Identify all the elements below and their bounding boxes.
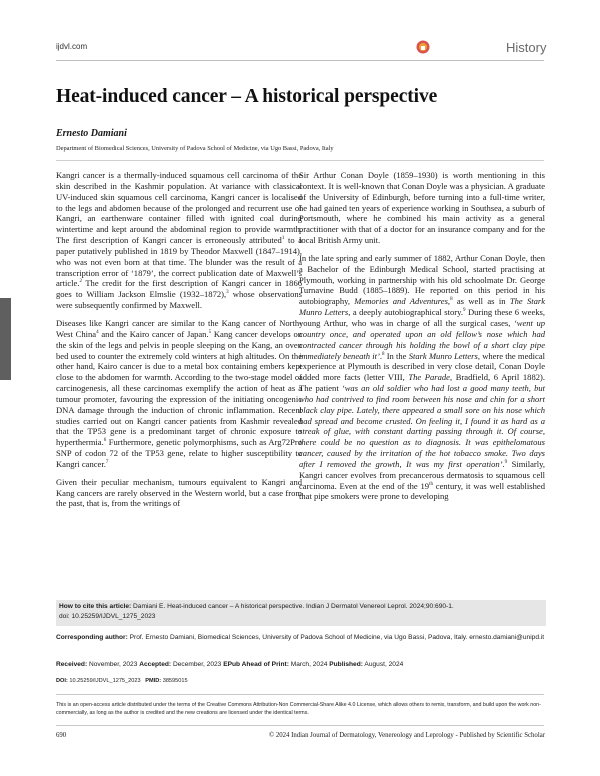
body-paragraph [56,170,302,311]
text-run: , where the medical experience at Plymouth is described in very close detail, Conan Doyle added more facts (letter VIII, [299,350,545,383]
corresponding-text: Prof. Ernesto Damiani, Biomedical Sciences, University of Padova School of Medicine, via Ugo Bassi, Padova, Italy. ernesto.damiani@unipd.it [129,634,545,641]
license-text: This is an open-access article distributed under the terms of the Creative Commons Attribution-Non Commercial-Share Alike 4.0 License, which allows others to remix, transform, and build upon the work non-commercially, as long as the author is credited and the new creations are licensed under the identical terms. [56,702,541,716]
corresponding-author [56,633,546,644]
epub-date: March, 2024 [290,661,328,668]
italic-text: ‘was an old soldier who had lost a good many teeth, but who had contrived to find room between his nose and chin for a short black clay pipe. Lately, there appeared a small sore on his nose which had spread and become crusted. On feeling it, I found it as hard as a streak of glue, with constant darting passing through it. Of course, there could be no question as to diagnosis. It was epithelomatous cancer, caused by the irritation of the hot tobacco smoke. Two days after I removed the growth, It was my first operation’ [299,383,545,469]
text-run: Given their peculiar mechanism, tumours equivalent to Kangri and Kang cancers are rarely observed in the Western world, but a case from the past, that is, from the writings of [56,476,302,509]
open-access-icon [416,40,430,54]
author-affiliation: Department of Biomedical Sciences, University of Padova School of Medicine, via Ugo Bassi, Padova, Italy [56,145,334,152]
italic-text: Stark Munro Letters [408,350,478,361]
reference-marker[interactable]: 4 [96,329,99,335]
published-label: Published: [329,661,363,668]
text-run: Kang cancer develops on the skin of the legs and pelvis in people sleeping on the Kang, an oven bed used to counter the extremely cold winters at high altitudes. On the other hand, Kairo cancer is due to a metal box containing embers kept close to the abdomen for warmth. According to the two-stage model of carcinogenesis, all these carcinomas exemplify the action of heat as a tumour promoter, favouring the expression of the initiating oncogenic DNA damage through the induction of chronic inflammation. Recent studies carried out on Kangri cancer patients from Kashmir revealed that the TP53 gene is a predominant target of chronic exposure to hyperthermia. [56,328,302,448]
citation-box [56,600,546,626]
citation-doi[interactable]: 10.25259/IJDVL_1275_2023 [71,612,156,620]
site-name[interactable]: ijdvl.com [56,42,88,51]
body-paragraph [56,477,302,510]
received-label: Received: [56,661,88,668]
reference-marker[interactable]: 8 [450,297,453,303]
reference-marker[interactable]: 9 [504,460,508,466]
reference-marker[interactable]: th [429,481,433,487]
text-run: Similarly, Kangri cancer evolves from precancerous dermatosis to squamous cell carcinoma. Even at the end of the 19 [299,458,546,491]
italic-text: ‘went up country once, and operated upon an old fellow’s nose which had contracted cancer through his holding the bowl of a short clay pipe immediately beneath it’ [299,317,545,361]
epub-label: EPub Ahead of Print: [223,661,289,668]
license-divider-bottom [56,725,544,726]
italic-text: Memories and Adventures [354,296,448,307]
text-run: whose observations were subsequently confirmed by Maxwell. [56,289,302,311]
copyright-notice: © 2024 Indian Journal of Dermatology, Venereology and Leprology - Published by Scientific Scholar [268,732,545,739]
body-paragraph [56,318,302,470]
reference-marker[interactable]: 9 [462,308,466,314]
text-run: century, it was well established that pipe smokers were prone to developing [299,480,545,502]
article-title: Heat-induced cancer – A historical perspective [56,86,438,107]
reference-marker[interactable]: 8 [381,351,385,357]
text-run: , Bradfield, 6 April 1882). The patient [299,372,545,394]
text-run: . [502,458,505,469]
article-identifiers [56,678,188,684]
text-run: In the [384,350,409,361]
author-name: Ernesto Damiani [56,128,127,139]
reference-marker[interactable]: 3 [226,290,229,296]
text-run: , [447,296,451,307]
body-paragraph [299,253,545,502]
pmid-label: PMID: [145,678,162,684]
page-number: 690 [56,732,67,739]
published-date: August, 2024 [364,661,404,668]
doi-value[interactable]: 10.25259/IJDVL_1275_2023 [69,678,141,684]
body-paragraph [299,170,545,246]
title-divider [56,160,544,161]
text-run: During these 6 weeks, young Arthur, who was in charge of all the surgical cases, [299,307,545,328]
article-dates [56,661,546,668]
received-date: November, 2023 [89,661,138,668]
text-run: Diseases like Kangri cancer are similar to the Kang cancer of North-West China [56,317,302,339]
text-run: and the Kairo cancer of Japan. [98,328,209,339]
text-run: to a paper putatively published in 1819 by Theodor Maxwell (1847–1914), who was not even born at that time. The blunder was the result of a transcription error of ‘1879’, the correct publication date of Maxwell’s article. [56,235,302,289]
accepted-date: December, 2023 [172,661,222,668]
text-run: Furthermore, genetic polymorphisms, such as Arg72Pro SNP of codon 72 of the TP53 gene, relate to higher susceptibility to Kangri cancer. [56,437,302,469]
citation-text: Damiani E. Heat-induced cancer – A historical perspective. Indian J Dermatol Venereol Leprol. 2024;90:690-1. [133,603,454,610]
reference-marker[interactable]: 2 [79,279,82,285]
reference-marker[interactable]: 5 [208,329,212,335]
section-label: History [506,40,547,55]
text-run: as well as in [452,296,510,307]
reference-marker[interactable]: 6 [103,438,107,444]
text-run: Sir Arthur Conan Doyle (1859–1930) is worth mentioning in this context. It is well-known that Conan Doyle was a physician. A graduate of the University of Edinburgh, before turning into a full-time writer, he had gained ten years of experience working in Southsea, a suburb of Portsmouth, where he combined his main activity as a general practitioner with that of a doctor for an insurance company and for the local British Army unit. [299,170,545,246]
doi-label: DOI: [56,678,68,684]
text-run: , a deeply autobiographical story. [348,307,463,318]
text-run: . [379,350,382,361]
italic-text: The Parade [408,372,450,383]
pmid-value[interactable]: 38595015 [162,678,188,684]
header-divider [56,60,544,61]
citation-label: How to cite this article: [59,603,132,610]
body-column-left [56,170,302,516]
reference-marker[interactable]: 1 [281,236,285,242]
side-tab [0,298,11,380]
corresponding-label: Corresponding author: [56,634,128,641]
accepted-label: Accepted: [139,661,172,668]
body-column-right [299,170,545,509]
text-run: The credit for the first description of Kangri cancer in 1866 goes to William Jackson Elmslie (1932–1872), [56,278,302,300]
text-run: Kangri cancer is a thermally-induced squamous cell carcinoma of the skin described in the Kashmir population. At variance with classical UV-induced skin squamous cell carcinoma, Kangri cancer is localised to the legs and abdomen because of the prolonged and recurrent use of Kangri, an earthenware container filled with ignited coal during wintertime and kept around the abdominal region to provide warmth. The first description of Kangri cancer is erroneously attributed [56,170,302,246]
italic-text: The Stark Munro Letters [299,296,546,318]
reference-marker[interactable]: 7 [105,460,109,466]
citation-doi-label: doi: [59,612,70,620]
text-run: In the late spring and early summer of 1882, Arthur Conan Doyle, then a Bachelor of the Edinburgh Medical School, started practising at Plymouth, working in partnership with his old schoolmate Dr. George Turnavine Budd (1885–1889). He reported on this period in his autobiography, [299,252,545,307]
license-divider-top [56,694,544,695]
